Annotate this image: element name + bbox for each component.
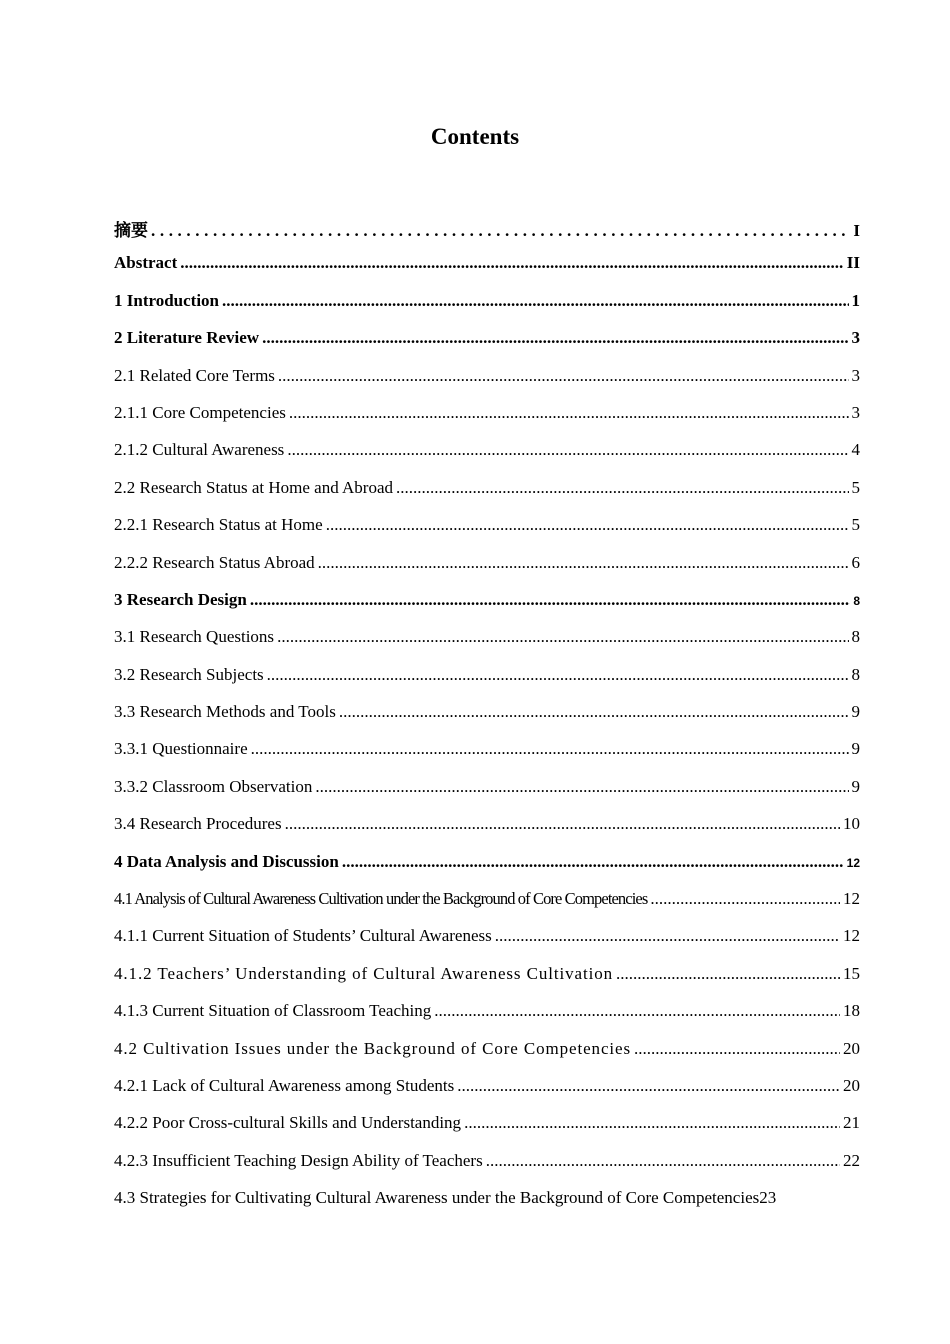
toc-entry[interactable] [114,440,860,477]
toc-entry-label: 4.2.1 Lack of Cultural Awareness among Students [114,1075,455,1095]
toc-dot-leader [267,665,849,685]
toc-dot-leader [342,852,844,872]
toc-entry[interactable] [114,366,860,403]
toc-dot-leader [339,702,849,722]
toc-dot-leader [495,926,840,946]
toc-entry-label: 4.1.3 Current Situation of Classroom Teaching [114,1001,432,1021]
toc-entry[interactable] [114,1151,860,1188]
toc-entry-label: 3.1 Research Questions [114,627,275,647]
toc-entry-label: 2 Literature Review [114,328,260,348]
toc-entry-label: 3.3 Research Methods and Tools [114,702,336,722]
toc-entry[interactable] [114,1039,860,1076]
toc-dot-leader [650,889,840,909]
toc-entry[interactable] [114,553,860,590]
toc-entry-page-number: I [853,221,860,240]
toc-entry[interactable] [114,777,860,814]
toc-dot-leader [318,553,849,573]
toc-entry-page-number: 12 [843,889,860,909]
toc-entry-page-number: 1 [851,290,860,310]
toc-entry[interactable] [114,889,860,926]
toc-entry-page-number: 3 [851,365,860,385]
toc-entry-page-number: 23 [759,1188,777,1208]
toc-entry-label: 4.2 Cultivation Issues under the Background of Core Competencies [114,1038,631,1058]
toc-entry[interactable] [114,403,860,440]
toc-entry[interactable] [114,478,860,515]
toc-dot-leader [616,964,840,984]
toc-entry-page-number: 5 [851,477,860,497]
toc-entry[interactable] [114,515,860,552]
toc-entry[interactable] [114,702,860,739]
toc-entry-label: Abstract [114,253,178,273]
toc-entry-page-number: 5 [851,515,860,535]
toc-dot-leader [464,1113,840,1133]
toc-entry-label: 4.3 Strategies for Cultivating Cultural Awareness under the Background of Core Competencies [114,1188,760,1208]
toc-dot-leader [486,1151,840,1171]
toc-entry-label: 2.1.2 Cultural Awareness [114,440,285,460]
toc-entry[interactable] [114,814,860,851]
toc-dot-leader [222,291,848,311]
toc-entry-page-number: 9 [851,702,860,722]
toc-entry-label: 4.1.2 Teachers’ Understanding of Cultural Awareness Cultivation [114,963,613,983]
toc-entry-page-number: 4 [851,440,860,460]
toc-entry[interactable] [114,739,860,776]
toc-dot-leader [287,440,848,460]
toc-entry-page-number: 22 [843,1150,860,1170]
toc-entry[interactable] [114,328,860,365]
toc-dot-leader [326,515,849,535]
toc-entry-label: 2.1 Related Core Terms [114,365,275,385]
toc-dot-leader [251,739,849,759]
toc-entry-page-number: 12 [843,926,860,946]
toc-entry[interactable] [114,964,860,1001]
toc-entry-page-number: 9 [851,776,860,796]
toc-dot-leader [250,590,850,610]
toc-entry-label: 2.2 Research Status at Home and Abroad [114,477,394,497]
toc-dot-leader [277,627,848,647]
toc-entry[interactable] [114,216,860,253]
toc-entry-label: 4.2.2 Poor Cross-cultural Skills and Understanding [114,1113,462,1133]
toc-entry-label: 3.4 Research Procedures [114,814,282,834]
toc-entry-page-number: 20 [843,1038,860,1058]
toc-entry-label: 4.1 Analysis of Cultural Awareness Cultivation under the Background of Core Competencies [114,889,648,909]
toc-entry-page-number: 12 [846,855,860,870]
toc-entry-page-number: II [846,253,860,273]
toc-entry-page-number: 10 [843,814,860,834]
toc-entry[interactable] [114,852,860,889]
toc-entry-label: 1 Introduction [114,290,220,310]
toc-entry[interactable] [114,1188,860,1225]
toc-entry[interactable] [114,665,860,702]
toc-dot-leader [434,1001,840,1021]
table-of-contents [114,216,860,1226]
toc-entry-label: 4 Data Analysis and Discussion [114,851,339,871]
toc-entry-label: 3 Research Design [114,589,247,609]
toc-entry-page-number: 21 [843,1113,860,1133]
toc-entry-page-number: 3 [851,402,860,422]
toc-entry-label: 摘要 [114,221,148,240]
toc-entry[interactable] [114,1076,860,1113]
toc-entry[interactable] [114,1113,860,1150]
toc-entry-page-number: 20 [843,1075,860,1095]
toc-entry-page-number: 9 [851,739,860,759]
toc-entry-page-number: 8 [851,664,860,684]
toc-entry-label: 4.2.3 Insufficient Teaching Design Ability of Teachers [114,1150,483,1170]
toc-dot-leader [278,366,849,386]
toc-entry[interactable] [114,590,860,627]
toc-entry-page-number: 8 [853,593,860,608]
toc-entry-page-number: 3 [851,328,860,348]
toc-entry-page-number: 6 [851,552,860,572]
toc-dot-leader [315,777,848,797]
toc-entry-label: 3.3.1 Questionnaire [114,739,248,759]
toc-dot-leader [634,1039,840,1059]
toc-dot-leader [396,478,848,498]
toc-entry-label: 2.2.1 Research Status at Home [114,515,323,535]
toc-entry-page-number: 15 [843,963,860,983]
toc-dot-leader [285,814,840,834]
toc-dot-leader [457,1076,840,1096]
toc-entry[interactable] [114,926,860,963]
toc-dot-leader [151,221,850,241]
toc-dot-leader [180,253,844,273]
toc-entry[interactable] [114,291,860,328]
toc-entry-page-number: 8 [851,627,860,647]
toc-entry-label: 3.3.2 Classroom Observation [114,776,313,796]
toc-entry-label: 3.2 Research Subjects [114,664,264,684]
toc-entry[interactable] [114,627,860,664]
toc-entry[interactable] [114,253,860,290]
toc-entry-label: 2.2.2 Research Status Abroad [114,552,315,572]
toc-entry-label: 4.1.1 Current Situation of Students’ Cultural Awareness [114,926,492,946]
toc-entry-page-number: 18 [843,1001,860,1021]
toc-dot-leader [289,403,849,423]
page-title: Contents [430,124,520,149]
toc-dot-leader [262,328,848,348]
toc-entry-label: 2.1.1 Core Competencies [114,402,286,422]
toc-entry[interactable] [114,1001,860,1038]
